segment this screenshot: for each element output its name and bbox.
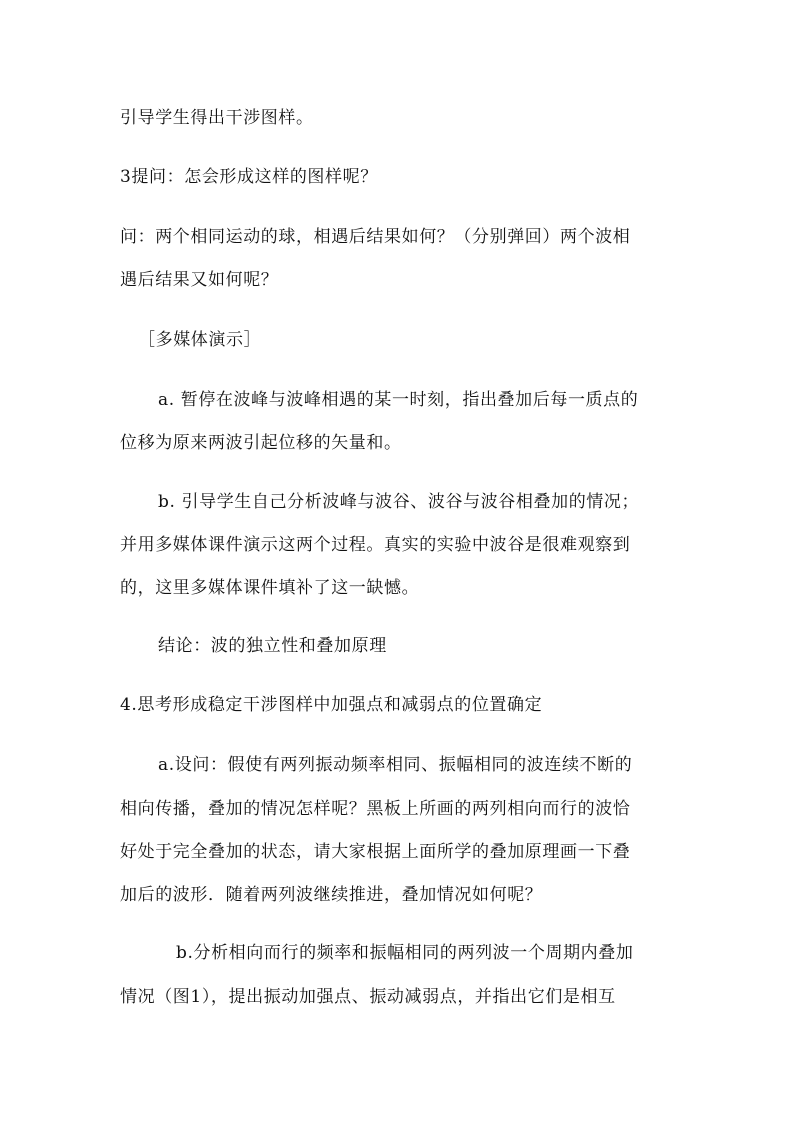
text-line: 好处于完全叠加的状态，请大家根据上面所学的叠加原理画一下叠 [120,842,631,862]
text-line: 并用多媒体课件演示这两个过程。真实的实验中波谷是很难观察到 [120,535,631,555]
text-line: b.分析相向而行的频率和振幅相同的两列波一个周期内叠加 [176,943,634,963]
text-line: ［多媒体演示］ [138,330,262,350]
text-line: 问：两个相同运动的球，相遇后结果如何？（分别弹回）两个波相 [120,227,631,247]
text-line: 引导学生得出干涉图样。 [120,108,314,128]
text-line: a. 暂停在波峰与波峰相遇的某一时刻，指出叠加后每一质点的 [158,390,639,410]
text-line: 相向传播，叠加的情况怎样呢？黑板上所画的两列相向而行的波恰 [120,799,631,819]
text-line: 4.思考形成稳定干涉图样中加强点和减弱点的位置确定 [120,695,543,715]
text-line: 3提问：怎会形成这样的图样呢？ [120,167,378,187]
text-line: 加后的波形．随着两列波继续推进，叠加情况如何呢？ [120,885,543,905]
text-line: 结论：波的独立性和叠加原理 [158,636,387,656]
text-line: 情况（图1），提出振动加强点、振动减弱点，并指出它们是相互 [120,987,616,1007]
text-line: 的，这里多媒体课件填补了这一缺憾。 [120,578,420,598]
text-line: 遇后结果又如何呢？ [120,270,279,290]
text-line: a.设问：假使有两列振动频率相同、振幅相同的波连续不断的 [158,755,633,775]
text-line: b. 引导学生自己分析波峰与波谷、波谷与波谷相叠加的情况； [158,492,640,512]
text-line: 位移为原来两波引起位移的矢量和。 [120,433,402,453]
